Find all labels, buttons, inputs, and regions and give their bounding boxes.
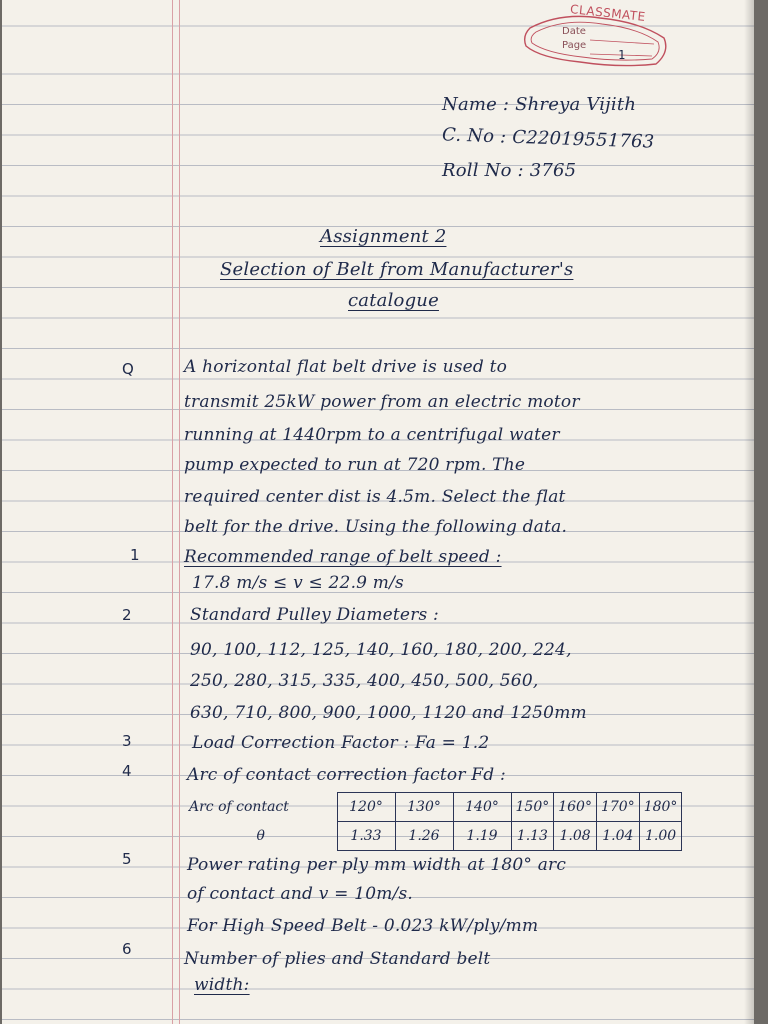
item5-line: of contact and v = 10m/s. (187, 884, 413, 904)
stamp-date-label: Date (562, 26, 586, 37)
item2-line: 90, 100, 112, 125, 140, 160, 180, 200, 224, (190, 640, 572, 660)
arc-cell: 180° (639, 793, 682, 822)
question-line: required center dist is 4.5m. Select the flat (184, 487, 566, 507)
arc-correction-table (185, 792, 682, 851)
item3-text: Load Correction Factor : Fa = 1.2 (192, 733, 490, 753)
arc-cell: 170° (596, 793, 639, 822)
factor-cell: 1.26 (395, 822, 453, 851)
item6-width-label: width: (194, 975, 250, 995)
arc-cell: 120° (337, 793, 395, 822)
item-number: 2 (122, 606, 132, 624)
title-selection: Selection of Belt from Manufacturer's (220, 259, 574, 280)
header-cno: C. No : C22019551763 (441, 124, 655, 153)
table-row (185, 793, 682, 822)
item1-value: 17.8 m/s ≤ v ≤ 22.9 m/s (192, 573, 404, 593)
item-number: 4 (122, 762, 132, 780)
stamp-page-value: 1 (618, 48, 626, 62)
classmate-stamp (520, 2, 670, 72)
item-number: 3 (122, 732, 132, 750)
question-line: A horizontal flat belt drive is used to (184, 357, 508, 377)
item-number: 6 (122, 940, 132, 958)
factor-cell: 1.33 (337, 822, 395, 851)
header-name: Name : Shreya Vijith (442, 94, 637, 115)
table-row (185, 822, 682, 851)
factor-cell: 1.08 (554, 822, 597, 851)
question-label: Q (122, 360, 134, 378)
arc-cell: 150° (511, 793, 554, 822)
arc-cell: 130° (395, 793, 453, 822)
item-number: 1 (130, 546, 140, 564)
stamp-brand: CLASSMATE (569, 2, 647, 24)
title-assignment: Assignment 2 (320, 226, 447, 247)
factor-cell: 1.04 (596, 822, 639, 851)
arc-cell: 160° (554, 793, 597, 822)
item1-title: Recommended range of belt speed : (184, 547, 502, 567)
item2-line: 250, 280, 315, 335, 400, 450, 500, 560, (190, 671, 539, 691)
margin-line-left (172, 0, 173, 1024)
item2-line: 630, 710, 800, 900, 1000, 1120 and 1250mm (190, 703, 587, 723)
item4-title: Arc of contact correction factor Fd : (187, 765, 506, 785)
item6-line: Number of plies and Standard belt (184, 949, 491, 969)
item-number: 5 (122, 850, 132, 868)
title-catalogue: catalogue (348, 290, 439, 311)
arc-cell: 140° (453, 793, 511, 822)
item5-highspeed: For High Speed Belt - 0.023 kW/ply/mm (187, 916, 539, 936)
factor-cell: 1.00 (639, 822, 682, 851)
stamp-page-label: Page (562, 40, 587, 51)
question-line: pump expected to run at 720 rpm. The (184, 455, 526, 475)
theta-label: θ (185, 822, 337, 851)
question-line: transmit 25kW power from an electric motor (184, 392, 580, 412)
notebook-page (2, 0, 754, 1024)
page-edge-shadow (744, 0, 754, 1024)
item2-title: Standard Pulley Diameters : (190, 605, 439, 625)
arc-row-label: Arc of contact (185, 793, 337, 822)
item5-line: Power rating per ply mm width at 180° arc (187, 855, 567, 875)
margin-line-left-outer (179, 0, 180, 1024)
header-roll: Roll No : 3765 (442, 160, 577, 181)
question-line: running at 1440rpm to a centrifugal water (184, 425, 560, 445)
factor-cell: 1.13 (511, 822, 554, 851)
question-line: belt for the drive. Using the following data. (184, 517, 568, 537)
factor-cell: 1.19 (453, 822, 511, 851)
